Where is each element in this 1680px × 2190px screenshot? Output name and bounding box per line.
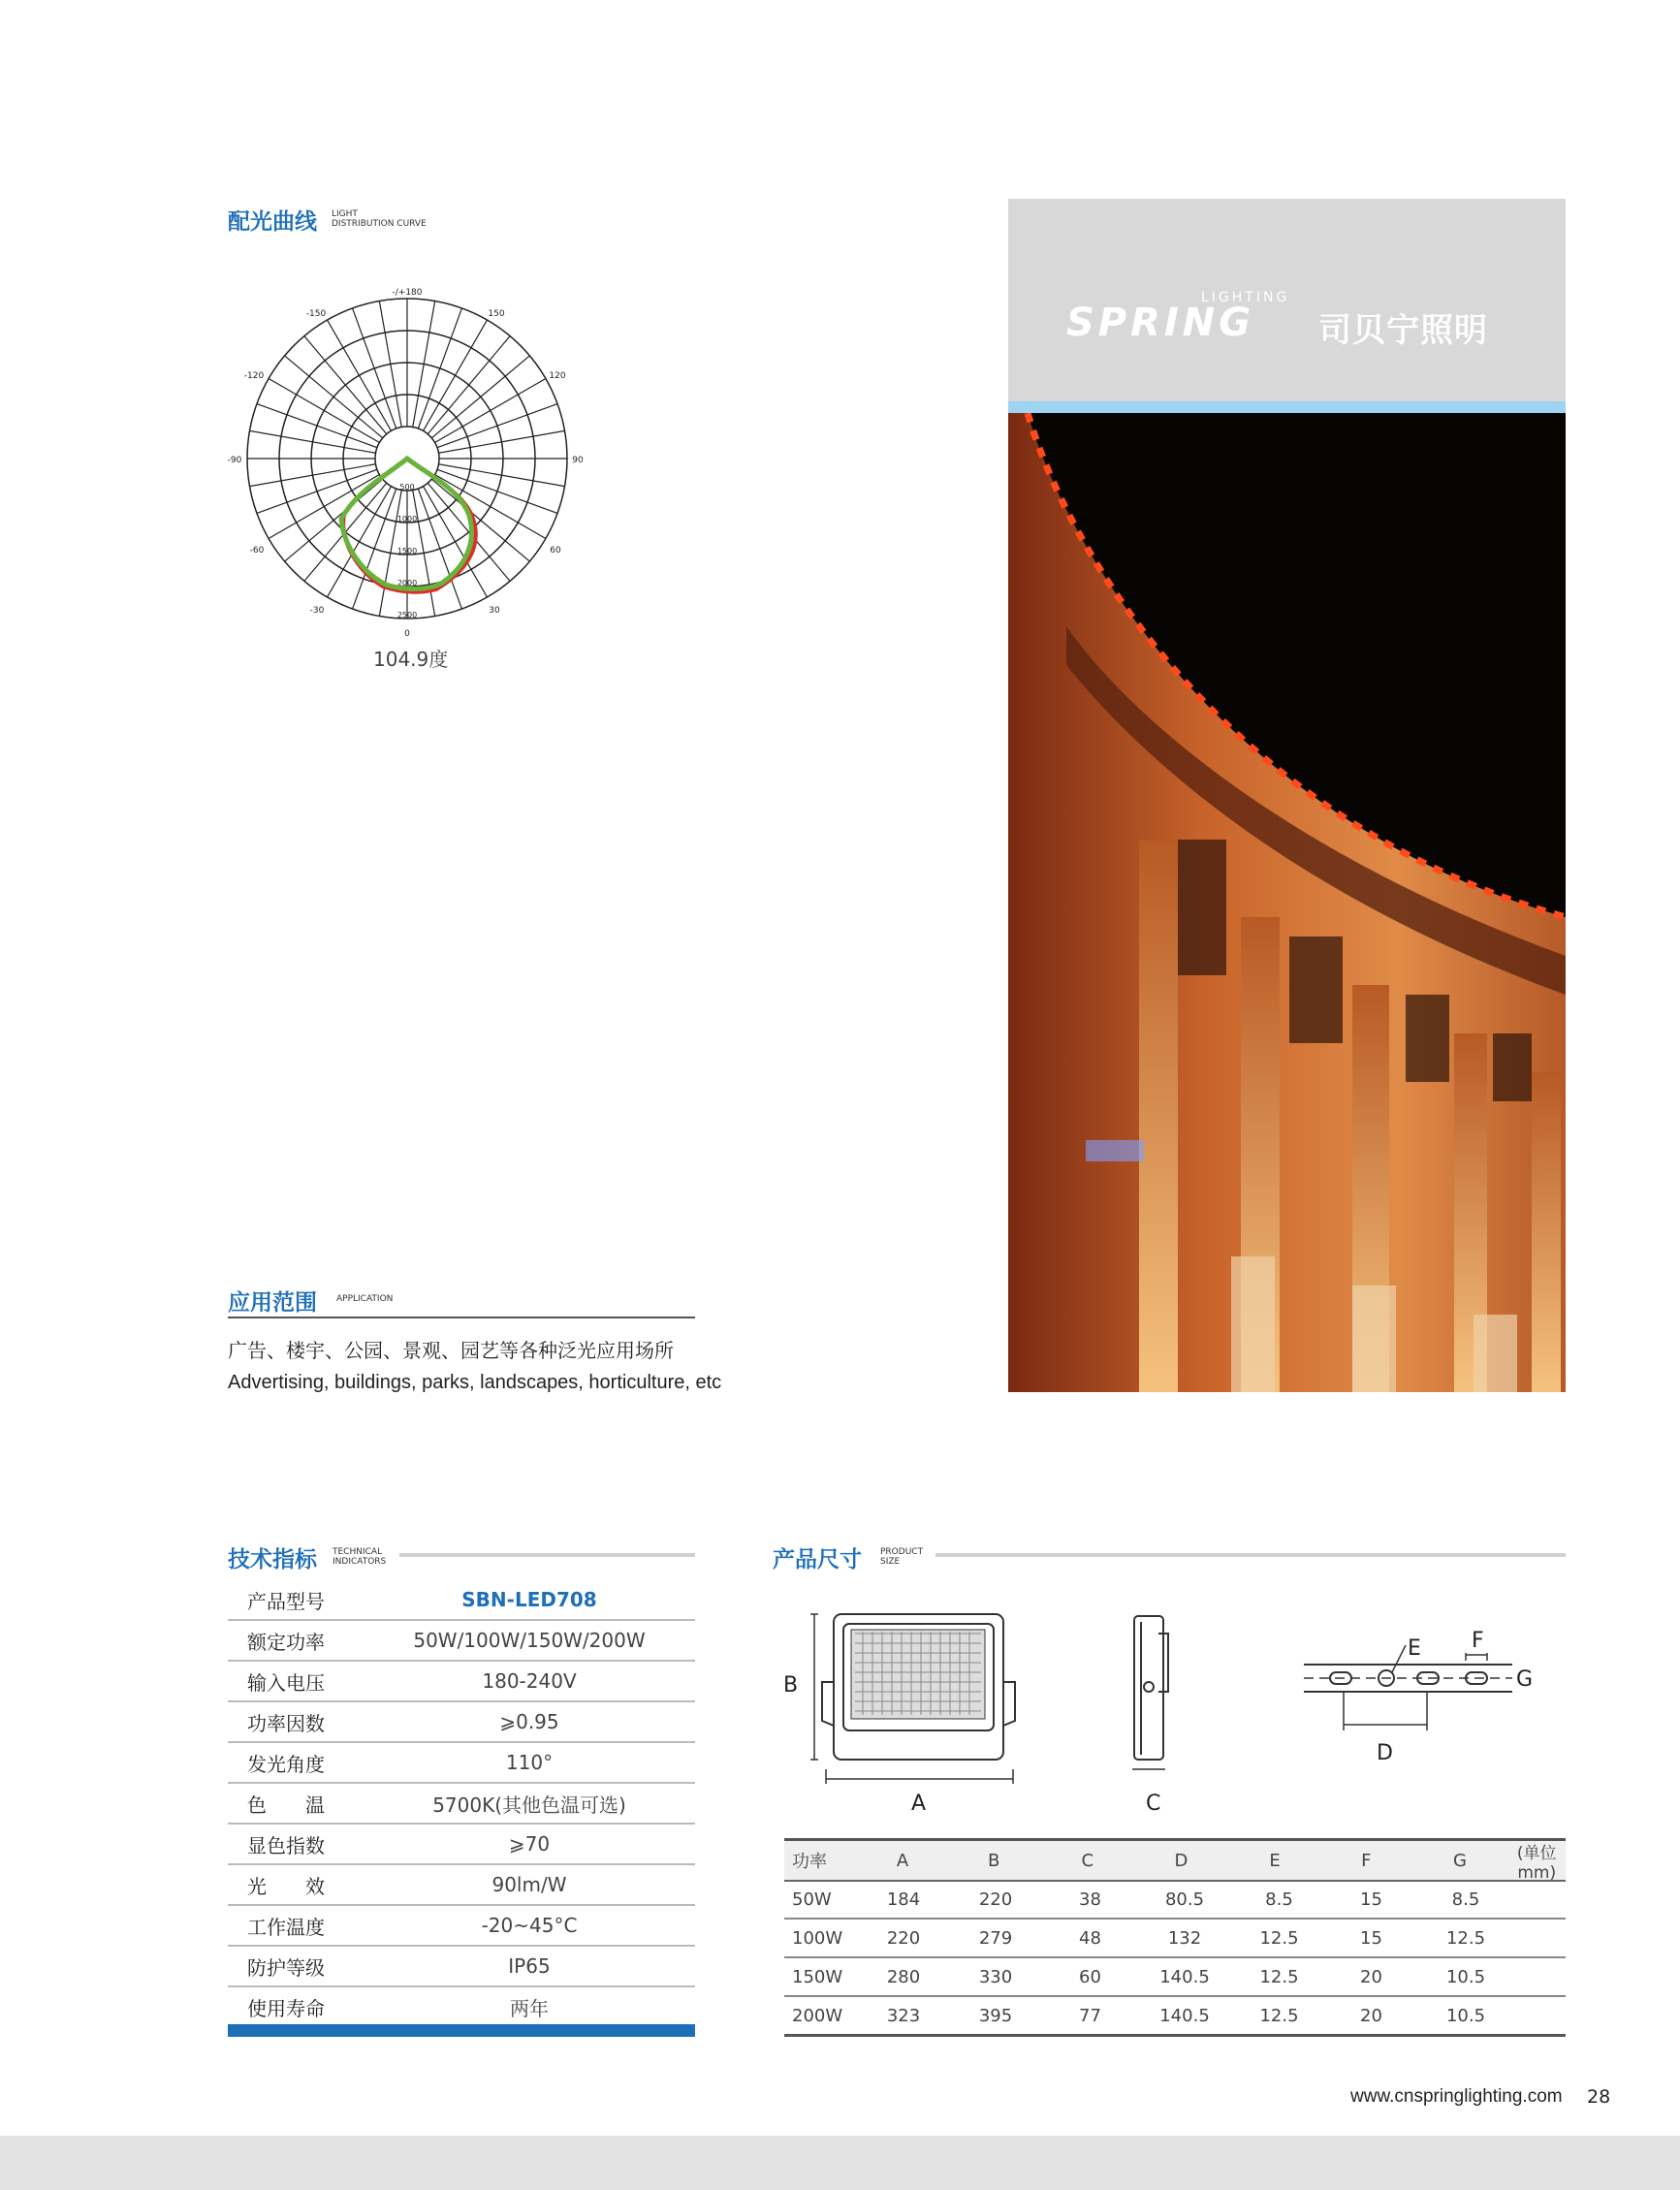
radial-label-2500: 2500 (396, 611, 418, 619)
light-curve-title: 配光曲线 (228, 209, 317, 235)
dim-label-d: D (1377, 1741, 1393, 1765)
spec-label: 光 效 (247, 1874, 325, 1898)
angle-label-m30: -30 (309, 606, 325, 616)
size-cell: 38 (1079, 1888, 1101, 1910)
application-title: 应用范围 (228, 1290, 317, 1316)
size-col-header: E (1269, 1850, 1281, 1871)
size-unit-label: (单位mm) (1516, 1843, 1557, 1883)
spec-label: 发光角度 (247, 1752, 325, 1776)
hero-brand-band (1008, 199, 1566, 401)
spec-row (228, 1621, 695, 1662)
polar-spoke (438, 430, 564, 453)
size-table-row (784, 1920, 1566, 1958)
size-cell: 323 (886, 2005, 921, 2026)
size-table-row (784, 1997, 1566, 2037)
spec-row (228, 1743, 695, 1784)
footer-band (0, 2136, 1680, 2190)
light-curve-subtitle (332, 209, 427, 229)
size-table-row (784, 1881, 1566, 1920)
angle-label-150: 150 (488, 309, 505, 319)
angle-label-m120: -120 (243, 371, 265, 381)
size-cell: 20 (1360, 1966, 1382, 1987)
brand-logo-cn: 司贝宁照明 (1318, 311, 1488, 350)
brand-logo-word: SPRING (1066, 301, 1255, 345)
spec-value: -20~45°C (481, 1914, 578, 1937)
dim-label-f: F (1472, 1629, 1484, 1653)
radial-label-1000: 1000 (396, 515, 418, 524)
radial-label-2000: 2000 (396, 579, 418, 587)
footer-url[interactable]: www.cnspringlighting.com (1350, 2086, 1563, 2107)
polar-spoke (250, 464, 376, 487)
polar-spoke (438, 464, 564, 487)
dim-label-a: A (911, 1792, 927, 1813)
hero-accent-bar (1008, 401, 1566, 413)
size-cell: 150W (792, 1966, 843, 1987)
size-cell: 200W (792, 2005, 843, 2026)
tech-title: 技术指标 (228, 1547, 317, 1572)
angle-label-60: 60 (550, 546, 561, 555)
polar-spoke (418, 308, 461, 428)
dim-label-c: C (1146, 1792, 1161, 1813)
size-cell: 220 (886, 1927, 921, 1949)
size-cell: 184 (886, 1888, 921, 1910)
dim-label-g: G (1516, 1667, 1534, 1692)
spec-row (228, 1702, 695, 1743)
size-cell: 12.5 (1259, 1966, 1299, 1987)
size-cell: 8.5 (1451, 1888, 1480, 1910)
size-title: 产品尺寸 (773, 1547, 862, 1572)
angle-label-30: 30 (489, 606, 500, 616)
spec-bottom-bar (228, 2024, 695, 2037)
tech-subtitle (333, 1547, 386, 1567)
dim-label-e: E (1408, 1636, 1421, 1661)
spec-value: 90lm/W (491, 1873, 567, 1896)
size-col-header: F (1361, 1850, 1372, 1871)
side-view-drawing (1132, 1616, 1168, 1769)
polar-spoke (250, 430, 376, 453)
spec-value: IP65 (508, 1954, 551, 1978)
spec-label: 使用寿命 (247, 1996, 325, 2020)
spec-label: 额定功率 (247, 1630, 325, 1654)
size-cell: 140.5 (1159, 2005, 1210, 2026)
spec-label: 色 温 (247, 1793, 325, 1817)
size-col-header: G (1452, 1850, 1467, 1871)
spec-label: 功率因数 (247, 1711, 325, 1735)
spec-value-model: SBN-LED708 (461, 1588, 597, 1611)
size-col-header: B (987, 1850, 1000, 1871)
polar-spoke (257, 469, 377, 513)
spec-label: 输入电压 (247, 1670, 325, 1695)
spec-row-model (228, 1580, 695, 1621)
angle-label-180: -/+180 (392, 288, 423, 298)
spec-row (228, 1865, 695, 1906)
spec-value: 180-240V (482, 1669, 577, 1693)
front-view-drawing (810, 1614, 1015, 1784)
brand-small-text: LIGHTING (1201, 290, 1290, 305)
size-cell: 100W (792, 1927, 843, 1949)
hero-building-photo (1008, 413, 1566, 1392)
spec-row (228, 1662, 695, 1702)
spec-row (228, 1906, 695, 1947)
spec-row (228, 1947, 695, 1987)
spec-label: 产品型号 (247, 1589, 325, 1613)
angle-label-120: 120 (549, 371, 566, 381)
size-cell: 395 (978, 2005, 1013, 2026)
tech-rule (399, 1553, 695, 1557)
polar-spoke (257, 404, 377, 448)
angle-label-m90: -90 (227, 456, 242, 465)
angle-label-m60: -60 (249, 546, 265, 555)
polar-spoke (437, 404, 557, 448)
angle-label-m150: -150 (305, 309, 327, 319)
size-cell: 15 (1360, 1888, 1382, 1910)
size-cell: 140.5 (1159, 1966, 1210, 1987)
light-curve-subtitle-1: LIGHT (332, 209, 358, 219)
size-table-header (784, 1838, 1566, 1882)
size-cell: 48 (1079, 1927, 1101, 1949)
size-cell: 12.5 (1259, 2005, 1299, 2026)
angle-label-0: 0 (404, 629, 410, 639)
size-col-header: A (896, 1850, 909, 1871)
dimension-drawings (776, 1604, 1570, 1813)
size-cell: 280 (886, 1966, 921, 1987)
spec-row (228, 1784, 695, 1825)
spec-label: 防护等级 (247, 1955, 325, 1980)
size-rule (935, 1553, 1566, 1557)
size-cell: 132 (1167, 1927, 1202, 1949)
light-curve-subtitle-2: DISTRIBUTION CURVE (332, 219, 427, 229)
size-col-header: 功率 (792, 1852, 827, 1872)
radial-label-500: 500 (399, 483, 415, 492)
spec-row (228, 1825, 695, 1865)
dim-label-b: B (783, 1673, 799, 1698)
spec-label: 工作温度 (247, 1915, 325, 1939)
spec-label: 显色指数 (247, 1833, 325, 1857)
polar-spoke (353, 308, 396, 428)
size-cell: 12.5 (1445, 1927, 1486, 1949)
spec-value: ⩾0.95 (499, 1710, 559, 1733)
spec-value: 110° (505, 1751, 554, 1774)
application-rule (228, 1317, 695, 1318)
angle-label-90: 90 (572, 456, 584, 465)
size-subtitle (880, 1547, 923, 1567)
application-text-cn: 广告、楼宇、公园、景观、园艺等各种泛光应用场所 (228, 1339, 674, 1362)
radial-label-1500: 1500 (396, 547, 418, 555)
polar-chart (223, 281, 591, 650)
size-cell: 15 (1360, 1927, 1382, 1949)
spec-value: ⩾70 (508, 1832, 551, 1856)
page-number: 28 (1587, 2086, 1611, 2108)
application-subtitle: APPLICATION (336, 1294, 394, 1304)
size-cell: 10.5 (1445, 2005, 1486, 2026)
size-cell: 77 (1079, 2005, 1101, 2026)
size-cell: 220 (978, 1888, 1013, 1910)
size-subtitle-2: SIZE (880, 1557, 901, 1567)
size-cell: 20 (1360, 2005, 1382, 2026)
tech-subtitle-2: INDICATORS (333, 1557, 387, 1567)
spec-value: 两年 (510, 1996, 549, 2020)
size-cell: 279 (978, 1927, 1013, 1949)
tech-subtitle-1: TECHNICAL (333, 1547, 383, 1557)
beam-angle-label: 104.9度 (373, 648, 449, 671)
size-subtitle-1: PRODUCT (880, 1547, 924, 1557)
spec-value: 50W/100W/150W/200W (413, 1629, 646, 1652)
polar-spoke (413, 302, 435, 428)
size-cell: 80.5 (1164, 1888, 1205, 1910)
size-col-header: D (1174, 1850, 1189, 1871)
size-cell: 8.5 (1265, 1888, 1293, 1910)
size-col-header: C (1081, 1850, 1094, 1871)
polar-spoke (379, 302, 401, 428)
size-cell: 60 (1079, 1966, 1101, 1987)
size-cell: 12.5 (1259, 1927, 1299, 1949)
spec-row (228, 1987, 695, 2026)
size-cell: 10.5 (1445, 1966, 1486, 1987)
size-cell: 330 (978, 1966, 1013, 1987)
spec-value: 5700K(其他色温可选) (432, 1793, 626, 1817)
application-text-en: Advertising, buildings, parks, landscapes, horticulture, etc (228, 1372, 722, 1393)
polar-spoke (353, 489, 396, 609)
size-cell: 50W (792, 1888, 832, 1910)
size-table-row (784, 1958, 1566, 1997)
